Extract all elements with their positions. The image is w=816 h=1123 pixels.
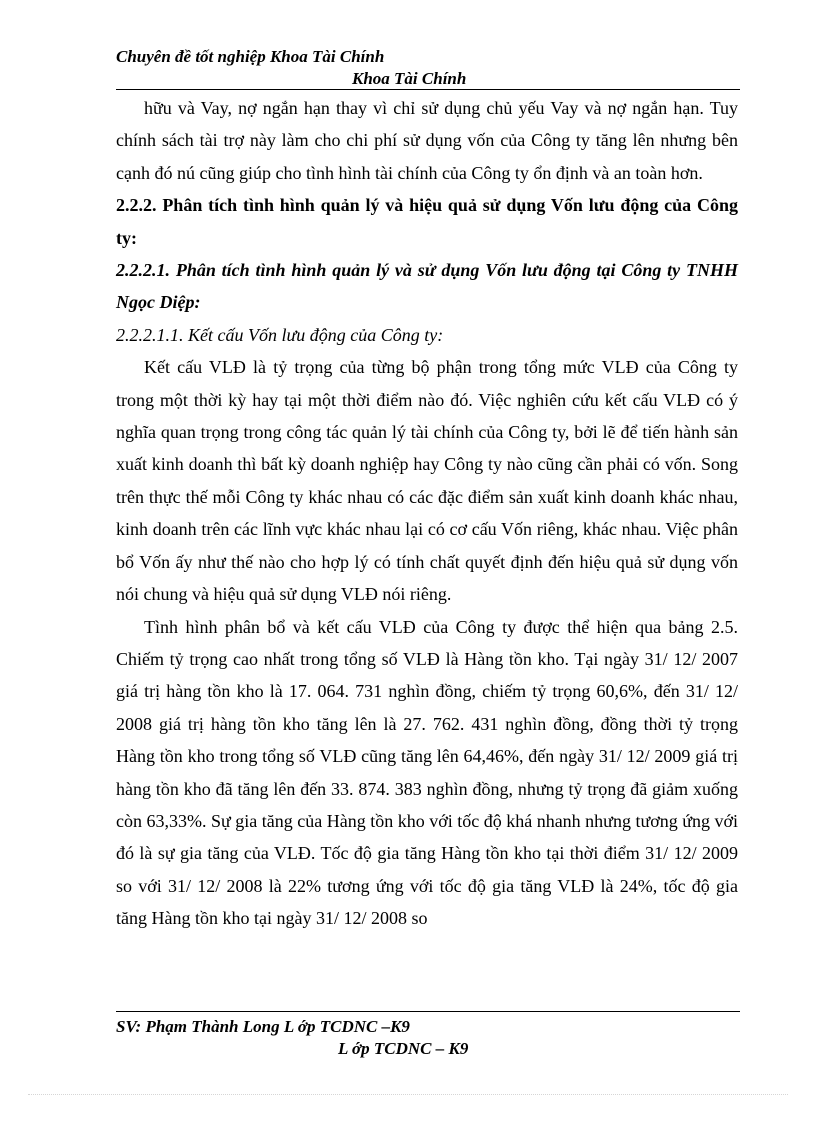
section-heading-2-2-2: 2.2.2. Phân tích tình hình quản lý và hiệu quả sử dụng Vốn lưu động của Công ty: xyxy=(116,195,738,248)
document-body xyxy=(116,92,738,935)
header-divider xyxy=(116,89,740,90)
paragraph-phan-bo: Tình hình phân bổ và kết cấu VLĐ của Công ty được thể hiện qua bảng 2.5. Chiếm tỷ trọng cao nhất trong tổng số VLĐ là Hàng tồn kho. Tại ngày 31/ 12/ 2007 giá trị hàng tồn kho là 17. 064. 731 nghìn đồng, chiếm tỷ trọng 60,6%, đến 31/ 12/ 2008 giá trị hàng tồn kho tăng lên là 27. 762. 431 nghìn đồng, đồng thời tỷ trọng Hàng tồn kho trong tổng số VLĐ cũng tăng lên 64,46%, đến ngày 31/ 12/ 2009 giá trị hàng tồn kho đã tăng lên đến 33. 874. 383 nghìn đồng, nhưng tỷ trọng đã giảm xuống còn 63,33%. Sự gia tăng của Hàng tồn kho với tốc độ khá nhanh nhưng tương ứng với đó là sự gia tăng của VLĐ. Tốc độ gia tăng Hàng tồn kho tại thời điểm 31/ 12/ 2009 so với 31/ 12/ 2008 là 22% tương ứng với tốc độ gia tăng VLĐ là 24%, tốc độ gia tăng Hàng tồn kho tại ngày 31/ 12/ 2008 so xyxy=(116,616,738,929)
section-heading-2-2-2-1-1: 2.2.2.1.1. Kết cấu Vốn lưu động của Công ty: xyxy=(116,324,444,345)
paragraph-continuation: hữu và Vay, nợ ngắn hạn thay vì chỉ sử dụng chủ yếu Vay và nợ ngắn hạn. Tuy chính sách tài trợ này làm cho chi phí sử dụng vốn của Công ty tăng lên nhưng bên cạnh đó nú cũng giúp cho tình hình tài chính của Công ty ổn định và an toàn hơn. xyxy=(116,98,738,183)
header-title: Chuyên đề tốt nghiệp Khoa Tài Chính xyxy=(116,47,385,66)
page-boundary xyxy=(28,1094,788,1095)
footer-class: L ớp TCDNC – K9 xyxy=(338,1039,469,1058)
header-subtitle: Khoa Tài Chính xyxy=(352,69,467,88)
footer-author: SV: Phạm Thành Long L ớp TCDNC –K9 xyxy=(116,1017,410,1036)
section-heading-2-2-2-1: 2.2.2.1. Phân tích tình hình quản lý và sử dụng Vốn lưu động tại Công ty TNHH Ngọc Diệp: xyxy=(116,260,738,313)
footer-divider xyxy=(116,1011,740,1012)
paragraph-ket-cau: Kết cấu VLĐ là tỷ trọng của từng bộ phận trong tổng mức VLĐ của Công ty trong một thời kỳ hay tại một thời điểm nào đó. Việc nghiên cứu kết cấu VLĐ có ý nghĩa quan trọng trong công tác quản lý tài chính của Công ty, bởi lẽ để tiến hành sản xuất kinh doanh thì bất kỳ doanh nghiệp hay Công ty nào cũng cần phải có vốn. Song trên thực thế mỗi Công ty khác nhau có các đặc điểm sản xuất kinh doanh khác nhau, kinh doanh trên các lĩnh vực khác nhau lại có cơ cấu Vốn riêng, khác nhau. Việc phân bổ Vốn ấy như thế nào cho hợp lý có tính chất quyết định đến hiệu quả sử dụng vốn nói chung và hiệu quả sử dụng VLĐ nói riêng. xyxy=(116,357,738,605)
